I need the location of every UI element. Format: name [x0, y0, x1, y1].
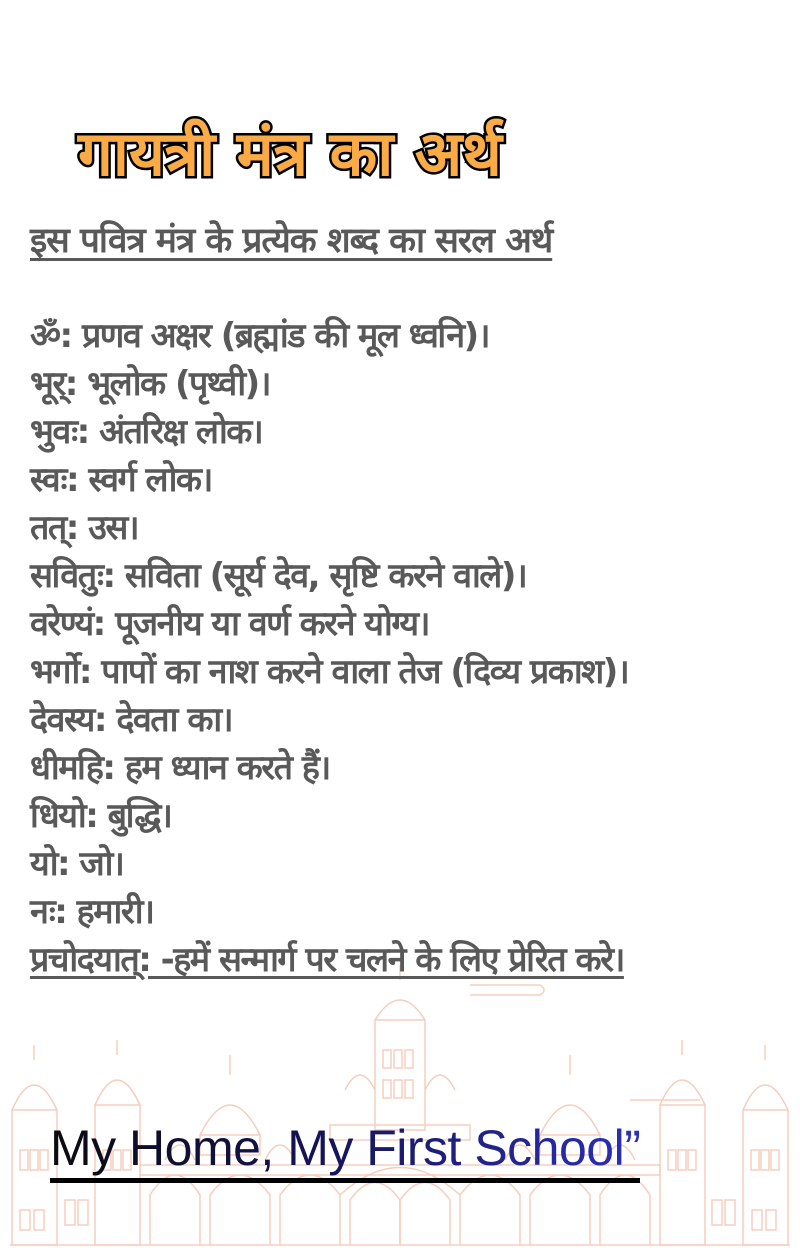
meaning-item-varenyam: वरेण्यं: पूजनीय या वर्ण करने योग्य।: [30, 604, 429, 644]
word-meaning-list: [30, 312, 760, 984]
meaning-item-om: ॐ: प्रणव अक्षर (ब्रह्मांड की मूल ध्वनि)।: [30, 316, 489, 356]
meaning-item-bhur: भूर्: भूलोक (पृथ्वी)।: [30, 364, 271, 404]
meaning-item-nah: नः: हमारी।: [30, 892, 154, 932]
meaning-item-svah: स्वः: स्वर्ग लोक।: [30, 460, 212, 500]
meaning-item-dhiyo: धियो: बुद्धि।: [30, 796, 172, 836]
meaning-item-yo: यो: जो।: [30, 844, 124, 884]
meaning-item-devasya: देवस्य: देवता का।: [30, 700, 233, 740]
meaning-item-bhuvah: भुवः: अंतरिक्ष लोक।: [30, 412, 263, 452]
section-subtitle: इस पवित्र मंत्र के प्रत्येक शब्द का सरल अर्थ: [30, 221, 553, 261]
meaning-item-savitur: सवितुः: सविता (सूर्य देव, सृष्टि करने वाले)।: [30, 556, 527, 596]
meaning-item-bhargo: भर्गो: पापों का नाश करने वाला तेज (दिव्य प्रकाश)।: [30, 652, 629, 692]
footer-motto: [50, 1118, 640, 1183]
footer-motto-text: My Home, My First School”: [50, 1120, 641, 1176]
meaning-item-prachodayat: प्रचोदयात्: -हमें सन्मार्ग पर चलने के लिए प्रेरित करे।: [30, 940, 624, 980]
page-title: गायत्री मंत्र का अर्थ: [78, 116, 502, 190]
palace-illustration-icon: [0, 960, 800, 1250]
meaning-item-dhimahi: धीमहि: हम ध्यान करते हैं।: [30, 748, 330, 788]
meaning-item-tat: तत्: उस।: [30, 508, 139, 548]
